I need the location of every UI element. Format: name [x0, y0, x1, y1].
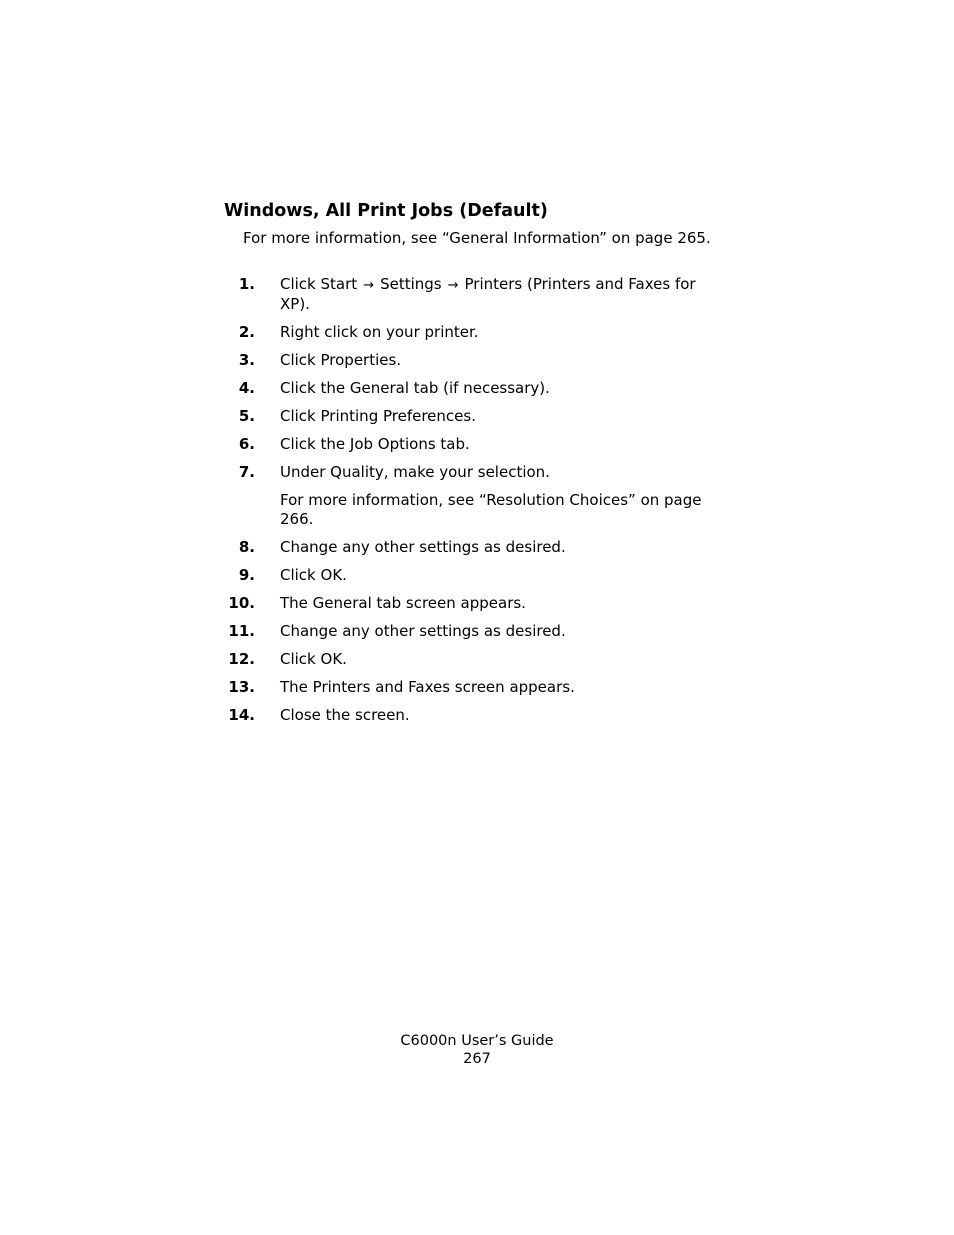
steps-list	[222, 275, 742, 734]
step-item	[222, 622, 742, 641]
step-number: 4.	[238, 379, 255, 397]
step-text: Under Quality, make your selection.	[280, 463, 550, 481]
step-text: Click OK.	[280, 650, 347, 668]
right-arrow-icon: →	[447, 278, 459, 293]
step-number: 1.	[238, 275, 255, 293]
step-number: 12.	[228, 650, 255, 668]
step-number: 9.	[238, 566, 255, 584]
step-text: Change any other settings as desired.	[280, 538, 566, 556]
step-number: 6.	[238, 435, 255, 453]
intro-paragraph: For more information, see “General Information” on page 265.	[243, 229, 711, 247]
step-text: Click OK.	[280, 566, 347, 584]
step-number: 13.	[228, 678, 255, 696]
step-text: Change any other settings as desired.	[280, 622, 566, 640]
step-item	[222, 275, 742, 314]
step-item	[222, 351, 742, 370]
step-number: 5.	[238, 407, 255, 425]
step-item	[222, 594, 742, 613]
step-number: 11.	[228, 622, 255, 640]
section-heading: Windows, All Print Jobs (Default)	[224, 201, 548, 221]
step-item	[222, 379, 742, 398]
step-text-printers: Printers (Printers and Faxes for XP).	[280, 275, 696, 313]
step-item	[222, 323, 742, 342]
step-text: Close the screen.	[280, 706, 410, 724]
step-text: The General tab screen appears.	[280, 594, 526, 612]
step-text	[280, 275, 720, 314]
step-item	[222, 706, 742, 725]
step-number: 2.	[238, 323, 255, 341]
step-number: 3.	[238, 351, 255, 369]
step-text: Right click on your printer.	[280, 323, 479, 341]
step-item	[222, 407, 742, 426]
step-text: Click Printing Preferences.	[280, 407, 476, 425]
step-item	[222, 538, 742, 557]
step-number: 10.	[228, 594, 255, 612]
step-text-settings: Settings	[380, 275, 442, 293]
step-text-start: Click Start	[280, 275, 358, 293]
right-arrow-icon: →	[363, 278, 375, 293]
step-note: For more information, see “Resolution Choices” on page 266.	[280, 491, 702, 528]
step-item	[222, 463, 742, 529]
step-text: Click the General tab (if necessary).	[280, 379, 550, 397]
step-item	[222, 650, 742, 669]
step-item	[222, 566, 742, 585]
guide-title: C6000n User’s Guide	[400, 1033, 554, 1049]
page-number: 267	[463, 1051, 491, 1067]
step-item	[222, 435, 742, 454]
step-number: 14.	[228, 706, 255, 724]
step-item	[222, 678, 742, 697]
step-text: Click the Job Options tab.	[280, 435, 470, 453]
step-text: Click Properties.	[280, 351, 402, 369]
page-footer	[0, 1032, 954, 1068]
step-text: The Printers and Faxes screen appears.	[280, 678, 575, 696]
step-number: 7.	[238, 463, 255, 481]
step-number: 8.	[238, 538, 255, 556]
